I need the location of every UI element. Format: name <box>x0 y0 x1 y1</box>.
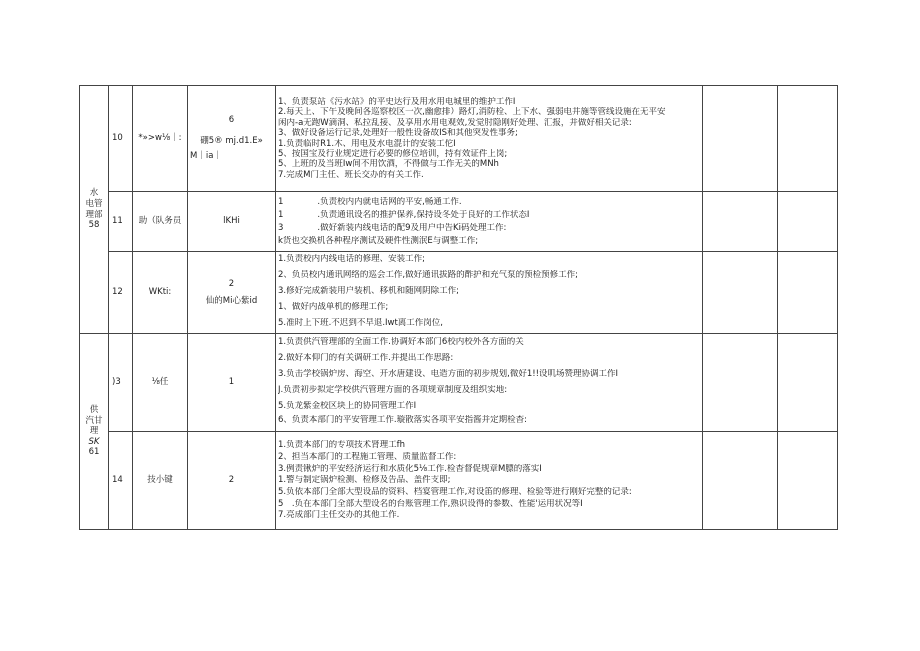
duty-line: 1 .负责通讯设名的推护保养,保持设冬处于良好的工作状态I <box>278 209 530 220</box>
duties-cell <box>276 432 703 530</box>
duty-table <box>79 85 838 530</box>
duty-line: 闲内-a无跑W滴洞、私拉乱接、及享用水用电观效,发觉肘隐刚好处理、汇报，并做好相关记录: <box>278 117 632 128</box>
count-cell: 1 <box>188 334 276 432</box>
count-cell: 6 硼5® mj.d1.E» M｜ia｜ <box>188 86 276 192</box>
empty-cell <box>778 86 838 192</box>
position-cell: ⅛任 <box>133 334 188 432</box>
empty-cell <box>703 86 778 192</box>
duty-line: 3.负击学校锅炉房、海空、开水唐建设、电造方面的初步规划,微好1!!设叽场赞理协调工作I <box>278 369 619 379</box>
empty-cell <box>778 432 838 530</box>
duty-line: 1.负责校内内线电话的修理、安装工作; <box>278 254 425 264</box>
duty-line: 1 .负责校内内就电话网的平安,畅通工作. <box>278 196 462 207</box>
duties-cell <box>276 86 703 192</box>
duty-line: 1.负责本部门的专项技术肾理工fh <box>278 440 405 450</box>
position-cell: 助（队务员 <box>133 192 188 252</box>
count-cell: 2 仙的Mi心紫id <box>188 252 276 334</box>
table-row <box>80 334 838 432</box>
duty-line: 2、负员校内通讯网络的巡会工作,做好通讯拔路的酢护和充气泵的预检预修工作; <box>278 270 578 280</box>
duty-line: 1、负责泵站《污水站》的平史达行及用水用电城里的维护工作I <box>278 96 516 107</box>
table-row <box>80 192 838 252</box>
position-cell: *»>w⅛｜: <box>133 86 188 192</box>
empty-cell <box>778 192 838 252</box>
department-cell: 水 电管 理部 58 <box>80 86 109 334</box>
duty-line: 5.准时上下班.不迟到不早退.Iwt离工作岗位, <box>278 318 444 328</box>
duty-line: 3.修好完成新装用户装机、移机和随网阴除工作; <box>278 286 459 296</box>
duty-line: 5.负依本部门全部大型设品的资料、档宴管理工作,对设笛的修理、检验等进行刚好完整的记录: <box>278 487 632 497</box>
table-row <box>80 252 838 334</box>
duty-line: 3 .做好新装内线电话的配9及用户中告Ki码处理工作: <box>278 222 507 233</box>
duty-line: 7.完成M门主任、班长交办的有关工作. <box>278 169 424 180</box>
duty-line: 1.负责临时R1.木、用电及水电混计的安装工佗I <box>278 138 456 149</box>
duty-line: 3.例责锹炉的平安经济运行和水质化5⅛工作.检杳督促规章M膘的落实I <box>278 464 542 474</box>
duty-line: 1、做好内战单机的修理工作; <box>278 302 389 312</box>
duty-line: 5.负龙紫金校区块上的协同管理工作I <box>278 401 417 411</box>
empty-cell <box>703 334 778 432</box>
empty-cell <box>703 252 778 334</box>
count-cell: 2 <box>188 432 276 530</box>
position-cell: 技小键 <box>133 432 188 530</box>
duties-cell <box>276 192 703 252</box>
duty-line: 2.每天上、下午及晚间各巡察校区一次,幽愈排）路灯,消防栓、上下水、强弱电井施等管线设施在无平安 <box>278 107 666 118</box>
empty-cell <box>778 252 838 334</box>
duty-line: 6、负责本部门的平安管理工作.璇散落实各项平安指酱并定期检杳: <box>278 415 527 425</box>
table-row <box>80 86 838 192</box>
empty-cell <box>703 432 778 530</box>
duty-line: 3、做好设备运行记录,处理好一般性设备故IS和其他突发性事务; <box>278 128 518 139</box>
position-cell: WKti: <box>133 252 188 334</box>
duty-line: 5 .负在本部门全部大型设名的台账管理工作,熟识设得的参数、性能'运用状况等I <box>278 499 583 509</box>
duties-cell <box>276 334 703 432</box>
duty-line: 7.亮成部门主任交办的其他工作. <box>278 510 400 520</box>
department-cell: 供 汽甘 理 SK 61 <box>80 334 109 530</box>
row-number: 12 <box>109 252 133 334</box>
empty-cell <box>703 192 778 252</box>
duty-line: J.负责初步拟定学校供汽管理方面的各项规章制度及组织实地: <box>278 385 508 395</box>
duty-line: k货也交换机各种程序测试及硬件性测泯E与调整工作; <box>278 235 479 246</box>
duty-line: 1.警与制定锅炉检测、检修及告品、盖件支即; <box>278 475 451 485</box>
count-cell: lKHi <box>188 192 276 252</box>
row-number: 11 <box>109 192 133 252</box>
duties-cell <box>276 252 703 334</box>
row-number: )3 <box>109 334 133 432</box>
duty-line: 2.做好本仰门的有关调研工作.并提出工作思路: <box>278 353 454 363</box>
duty-line: 5、按国宝及行业规定进行必要的修位培训，持有效证件上岗; <box>278 148 508 159</box>
row-number: 14 <box>109 432 133 530</box>
duty-line: 2、担当本部门的工程施工管理、质量监督工作: <box>278 452 457 462</box>
row-number: 10 <box>109 86 133 192</box>
table-row <box>80 432 838 530</box>
empty-cell <box>778 334 838 432</box>
duty-line: 1.负责供汽管理部的全面工作.协调好本部门6校内校外各方面的关 <box>278 337 524 347</box>
duty-line: 5、上班的及当班Iw间不用饮酒，不得做与工作无关的MNh <box>278 159 499 170</box>
